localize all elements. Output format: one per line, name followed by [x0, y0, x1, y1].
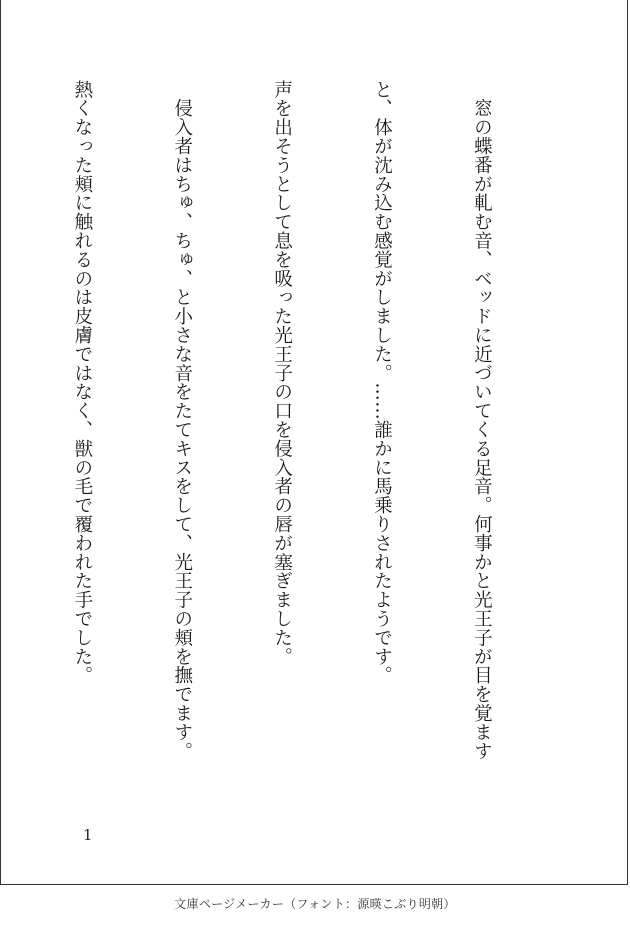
vertical-text-block [0, 80, 565, 800]
text-line: 侵入者はちゅ、ちゅ、と小さな音をたてキスをして、光王子の頬を撫でます。 [171, 80, 193, 761]
text-line: 熱くなった頬に触れるのは皮膚ではなく、獣の毛で覆われた手でした。 [71, 80, 93, 685]
page-number: 1 [83, 826, 93, 844]
text-line: 声を出そうとして息を吸った光王子の口を侵入者の唇が塞ぎました。 [271, 80, 293, 666]
text-line: と、体が沈み込む感覚がしました。……誰かに馬乗りされたようです。 [371, 80, 393, 685]
text-line: 窓の蝶番が軋む音、ベッドに近づいてくる足音。何事かと光王子が目を覚ます [471, 80, 493, 761]
footer-caption: 文庫ページメーカー（フォント：源暎こぶり明朝） [174, 897, 456, 911]
